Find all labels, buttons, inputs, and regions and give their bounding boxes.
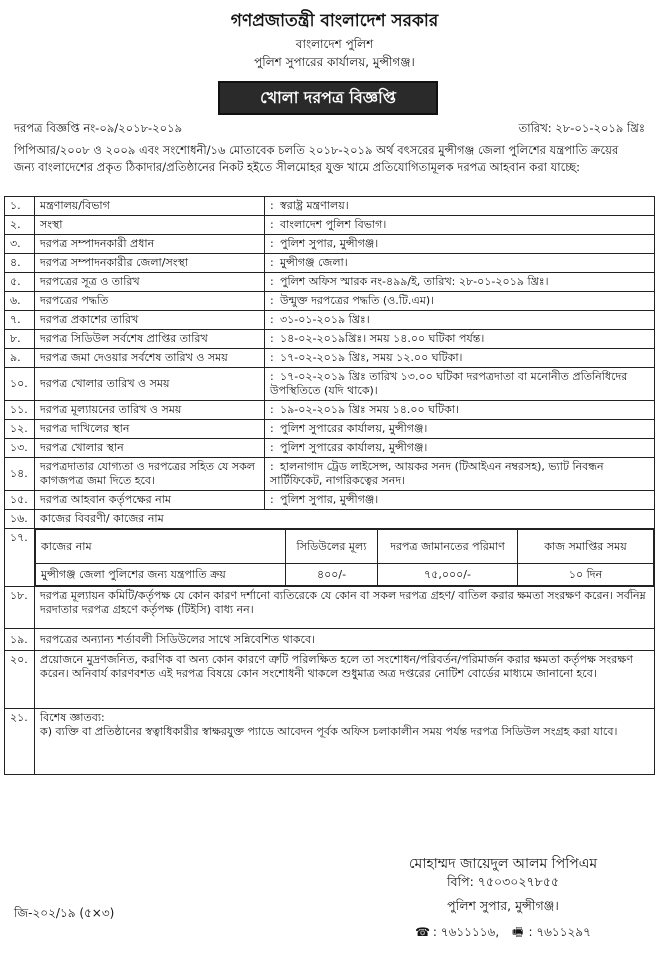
table-row [5,292,655,311]
row-number: ১৪. [5,458,35,491]
row-value: : ৩১-০১-২০১৯ খ্রিঃ। [265,311,655,330]
table-row [5,273,655,292]
memo-reference: জি-২০২/১৯ (৫×৩) [14,906,115,920]
notice-date: তারিখ: ২৮-০১-২০১৯ খ্রিঃ [518,121,645,135]
row-label: দরপত্র আহবান কর্তৃপক্ষের নাম [35,491,265,510]
row-value: : পুলিশ অফিস স্মারক নং-৪৯৯/ই, তারিখ: ২৮-০১-২০১৯ খ্রিঃ। [265,273,655,292]
header-security-amount: দরপত্র জামানতের পরিমাণ [378,530,518,564]
cell-work-name: মুন্সীগঞ্জ জেলা পুলিশের জন্য যন্ত্রপাতি ক্রয় [36,564,286,586]
table-row [5,216,655,235]
row-number: ১১. [5,401,35,420]
intro-paragraph: পিপিআর/২০০৮ ও ২০০৯ এবং সংশোধনী/১৬ মোতাবেক চলতি ২০১৮-২০১৯ অর্থ বৎসরের মুন্সীগঞ্জ জেলা পুলিশের যন্ত্রপাতি ক্রয়ের জন্য বাংলাদেশের প্রকৃত ঠিকাদার/প্রতিষ্ঠানের নিকট হইতে সীলমোহর যুক্ত খামে প্রতিযোগিতামূলক দরপত্র আহবান করা যাচ্ছে: [14,143,619,174]
row-value: : বাংলাদেশ পুলিশ বিভাগ। [265,216,655,235]
row-value: : ১৭-০২-২০১৯ খ্রিঃ তারিখ ১৩.০০ ঘটিকা দরপত্রদাতা বা মনোনীত প্রতিনিধিদের উপস্থিতিতে (যদি থাকে)। [265,368,655,401]
work-details-row [36,564,654,586]
office-name: পুলিশ সুপারের কার্যালয়, মুন্সীগঞ্জ। [254,55,415,69]
row-value: : ১৯-০২-২০১৯ খ্রিঃ সময় ১৪.০০ ঘটিকা। [265,401,655,420]
row-value: : স্বরাষ্ট্র মন্ত্রণালয়। [265,197,655,216]
row-number: ১০. [5,368,35,401]
row-label: দরপত্র প্রকাশের তারিখ [35,311,265,330]
header-completion-time: কাজ সমাপ্তির সময় [518,530,654,564]
cell-completion-time: ১০ দিন [518,564,654,586]
department-name: বাংলাদেশ পুলিশ [295,37,374,51]
table-row [5,368,655,401]
row-number: ২১. [5,709,35,775]
row-text: প্রয়োজনে মুদ্রণজনিত, করণিক বা অন্য কোন কারণে ত্রুটি পরিলক্ষিত হলে তা সংশোধন/পরিবর্তন/পরিমার্জন করার ক্ষমতা কর্তৃপক্ষ সংরক্ষণ করেন। অনিবার্য কারণবশত এই দরপত্র বিষয়ে কোন সংশোধনী থাকলে শুধুমাত্র অত্র দপ্তরের নোটিশ বোর্ডের মাধ্যমে জানানো হবে। [35,651,655,709]
phone-number: ৭৬১১১১৬ [440,925,496,939]
row-value: : পুলিশ সুপারের কার্যালয়, মুন্সীগঞ্জ। [265,439,655,458]
government-title: গণপ্রজাতন্ত্রী বাংলাদেশ সরকার [230,11,439,31]
row-label: দরপত্র খোলার তারিখ ও সময় [35,368,265,401]
notice-title: খোলা দরপত্র বিজ্ঞপ্তি [218,81,438,115]
row-number: ১২. [5,420,35,439]
fax-icon: 🖷 [511,925,524,939]
row-number: ৪. [5,254,35,273]
row-label: দরপত্রদাতার যোগ্যতা ও দরপত্রের সহিত যে সকল কাগজপত্র জমা দিতে হবে। [35,458,265,491]
row-label: দরপত্রের পদ্ধতি [35,292,265,311]
phone-icon: ☎ [415,925,431,939]
row-label: সংস্থা [35,216,265,235]
row-number: ৮. [5,330,35,349]
fax-number: ৭৬১১২৯৭ [536,925,591,939]
row-value: : হালনাগাদ ট্রেড লাইসেন্স, আয়কর সনদ (টিআইএন নম্বরসহ), ভ্যাট নিবন্ধন সার্টিফিকেট, নাগরিকত্বের সনদ। [265,458,655,491]
special-notes-heading: বিশেষ জ্ঞাতব্য: [40,711,105,724]
row-value: : পুলিশ সুপারের কার্যালয়, মুন্সীগঞ্জ। [265,420,655,439]
row-number: ১৬. [5,510,35,529]
row-number: ১৩. [5,439,35,458]
row-number: ১৯. [5,629,35,651]
table-row [5,709,655,775]
row-label: দরপত্র সম্পাদনকারী প্রধান [35,235,265,254]
table-row [5,651,655,709]
signatory-designation: পুলিশ সুপার, মুন্সীগঞ্জ। [447,898,559,913]
cell-schedule-price: ৪০০/- [286,564,378,586]
header-schedule-price: সিডিউলের মূল্য [286,530,378,564]
table-row [5,529,655,587]
work-details-cell [35,529,655,587]
table-row [5,629,655,651]
row-number: ১. [5,197,35,216]
table-row [5,254,655,273]
table-row [5,401,655,420]
table-row [5,458,655,491]
row-label: দরপত্র খোলার স্থান [35,439,265,458]
row-label: দরপত্র জমা দেওয়ার সর্বশেষ তারিখ ও সময় [35,349,265,368]
row-value: : পুলিশ সুপার, মুন্সীগঞ্জ। [265,235,655,254]
row-number: ৯. [5,349,35,368]
table-row [5,311,655,330]
row-number: ১৫. [5,491,35,510]
row-label: দরপত্রের সূত্র ও তারিখ [35,273,265,292]
table-row [5,439,655,458]
row-number: ৩. [5,235,35,254]
row-label: দরপত্র দাখিলের স্থান [35,420,265,439]
row-value: : উন্মুক্ত দরপত্রের পদ্ধতি (ও.টি.এম)। [265,292,655,311]
row-number: ৭. [5,311,35,330]
work-description-label: কাজের বিবরণী/ কাজের নাম [35,510,655,529]
table-row [5,349,655,368]
row-label: দরপত্র মূল্যায়নের তারিখ ও সময় [35,401,265,420]
cell-security-amount: ৭৫,০০০/- [378,564,518,586]
special-notes-cell [35,709,655,775]
table-row [5,330,655,349]
reference-number: দরপত্র বিজ্ঞপ্তি নং-০৯/২০১৮-২০১৯ [14,121,183,135]
table-row [5,197,655,216]
row-number: ২. [5,216,35,235]
row-value: : ১৪-০২-২০১৯খ্রিঃ। সময় ১৪.০০ ঘটিকা পর্যন্ত। [265,330,655,349]
row-number: ১৭. [5,529,35,587]
signatory-name: মোহাম্মদ জায়েদুল আলম পিপিএম [408,856,598,872]
work-details-header-row [36,530,654,564]
row-value: : পুলিশ সুপার, মুন্সীগঞ্জ। [265,491,655,510]
row-value: : ১৭-০২-২০১৯ খ্রিঃ, সময় ১২.০০ ঘটিকা। [265,349,655,368]
table-row [5,587,655,629]
row-text: দরপত্র মূল্যায়ন কমিটি/কর্তৃপক্ষ যে কোন কারণ দর্শানো ব্যতিরেকে যে কোন বা সকল দরপত্র গ্রহণ/ বাতিল করার ক্ষমতা সংরক্ষণ করেন। সর্বনিম্ন দরদাতার দরপত্র গ্রহণে কর্তৃপক্ষ (টিইসি) বাধ্য নন। [35,587,655,629]
row-label: মন্ত্রণালয়/বিভাগ [35,197,265,216]
row-text: দরপত্রের অন্যান্য শর্তাবলী সিডিউলের সাথে সন্নিবেশিত থাকবে। [35,629,655,651]
row-number: ১৮. [5,587,35,629]
header-work-name: কাজের নাম [36,530,286,564]
contact-line: ☎ : ৭৬১১১১৬, 🖷 : ৭৬১১২৯৭ [373,923,633,944]
work-details-table [35,529,654,586]
row-number: ২০. [5,651,35,709]
row-number: ৬. [5,292,35,311]
row-value: : মুন্সীগঞ্জ জেলা। [265,254,655,273]
row-label: দরপত্র সম্পাদনকারীর জেলা/সংস্থা [35,254,265,273]
row-number: ৫. [5,273,35,292]
table-row [5,235,655,254]
table-row [5,510,655,529]
special-notes-text: ক) ব্যক্তি বা প্রতিষ্ঠানের স্বত্বাধিকারীর স্বাক্ষরযুক্ত প্যাডে আবেদন পূর্বক অফিস চলাকালীন সময় পর্যন্ত দরপত্র সিডিউল সংগ্রহ করা যাবে। [40,725,618,738]
row-label: দরপত্র সিডিউল সর্বশেষ প্রাপ্তির তারিখ [35,330,265,349]
table-row [5,420,655,439]
signatory-bp-number: বিপি: ৭৫০৩০২৭৮৫৫ [447,874,559,889]
table-row [5,491,655,510]
tender-table [4,196,655,775]
